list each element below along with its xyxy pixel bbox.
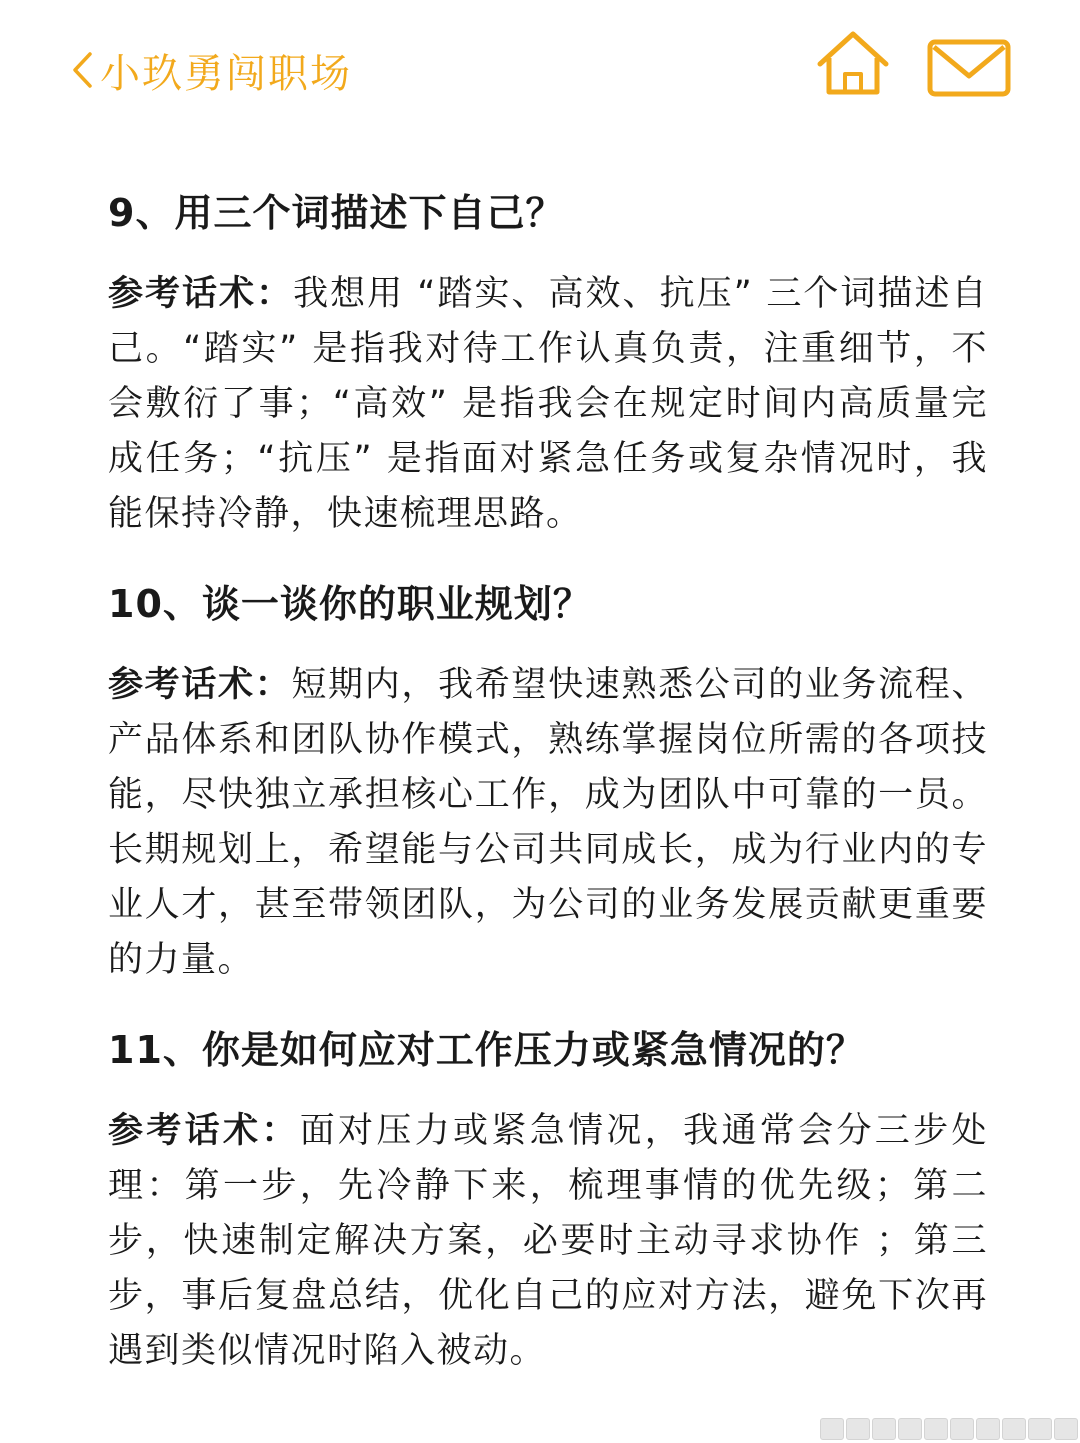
answer-paragraph — [108, 267, 988, 542]
question-heading: 11、你是如何应对工作压力或紧急情况的？ — [108, 1028, 865, 1072]
mail-button[interactable] — [926, 38, 1012, 98]
watermark-block — [1028, 1418, 1052, 1440]
home-button[interactable] — [816, 30, 890, 98]
watermark-block — [1054, 1418, 1078, 1440]
answer-paragraph — [108, 1104, 988, 1379]
watermark-block — [924, 1418, 948, 1440]
watermark-block — [976, 1418, 1000, 1440]
answer-text: 我想用 “踏实、高效、抗压” 三个词描述自己。“踏实” 是指我对待工作认真负责，注重细节，不会敷衍了事；“高效” 是指我会在规定时间内高质量完成任务；“抗压” 是指面对紧急任务或复杂情况时，我能保持冷静，快速梳理思路。 — [108, 274, 988, 534]
top-bar — [0, 0, 1080, 140]
account-name: 小玖勇闯职场 — [100, 50, 352, 97]
home-icon — [816, 83, 890, 102]
answer-paragraph — [108, 658, 988, 988]
chevron-left-icon — [70, 50, 94, 90]
question-heading: 9、用三个词描述下自己？ — [108, 191, 565, 235]
watermark-block — [1002, 1418, 1026, 1440]
watermark-block — [872, 1418, 896, 1440]
watermark — [820, 1418, 1078, 1440]
qa-item — [108, 185, 988, 542]
watermark-block — [898, 1418, 922, 1440]
watermark-block — [846, 1418, 870, 1440]
answer-prefix: 参考话术： — [108, 274, 294, 314]
answer-prefix: 参考话术： — [108, 1111, 300, 1151]
post-content — [108, 185, 988, 1413]
watermark-block — [950, 1418, 974, 1440]
back-button[interactable] — [70, 40, 352, 100]
qa-item — [108, 576, 988, 988]
answer-text: 面对压力或紧急情况，我通常会分三步处理：第一步，先冷静下来，梳理事情的优先级；第二步，快速制定解决方案，必要时主动寻求协作 ；第三步，事后复盘总结，优化自己的应对方法，避免下次再遇到类似情况时陷入被动。 — [108, 1111, 988, 1371]
watermark-block — [820, 1418, 844, 1440]
answer-text: 短期内，我希望快速熟悉公司的业务流程、产品体系和团队协作模式，熟练掌握岗位所需的各项技能，尽快独立承担核心工作，成为团队中可靠的一员。长期规划上，希望能与公司共同成长，成为行业内的专业人才，甚至带领团队，为公司的业务发展贡献更重要的力量。 — [108, 665, 988, 980]
answer-prefix: 参考话术： — [108, 665, 292, 705]
question-heading: 10、谈一谈你的职业规划？ — [108, 582, 592, 626]
mail-icon — [926, 83, 1012, 102]
qa-item — [108, 1022, 988, 1379]
